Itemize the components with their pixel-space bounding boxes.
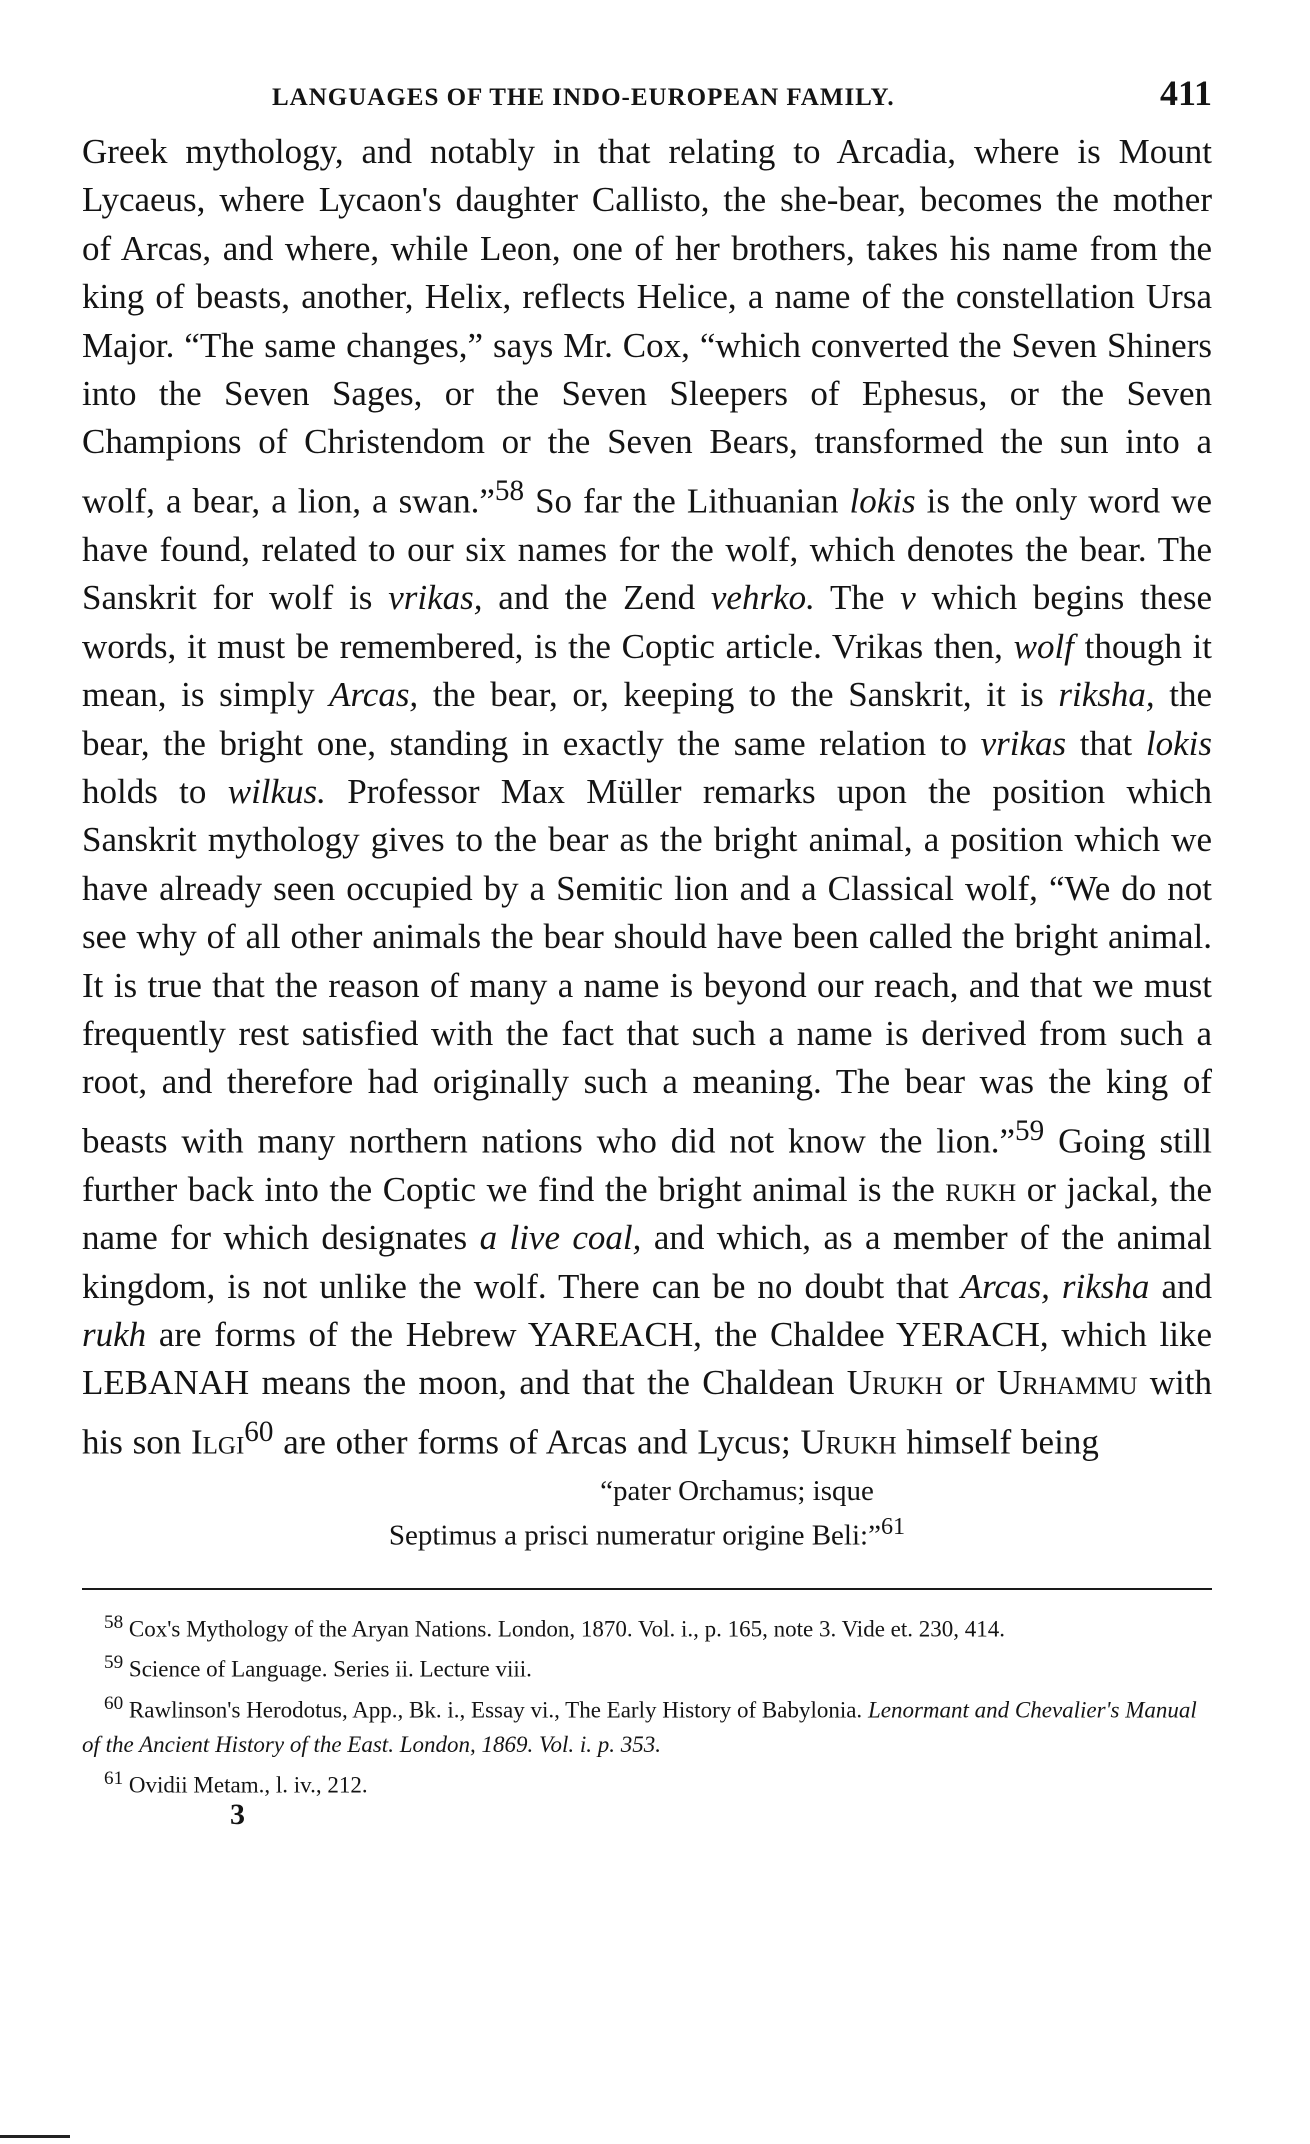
paragraph: Greek mythology, and notably in that relating to Arcadia, where is Mount Lycaeus, where Lycaon's daughter Callisto, the she-bear, becomes the mother of Arcas, and where, while Leon, one of her brothers, takes his name from the king of beasts, another, Helix, reflects Helice, a name of the constellation Ursa Major. “The same changes,” says Mr. Cox, “which converted the Seven Shiners into the Seven Sages, or the Seven Sleepers of Ephesus, or the Seven Champions of Christendom or the Seven Bears, transformed the sun into a wolf, a bear, a lion, a swan.”$^{58}$ So far the Lithuanian lokis is the only word we have found, related to our six names for the wolf, which denotes the bear. The Sanskrit for wolf is vrikas, and the Zend vehrko. The v which begins these words, it must be remembered, is the Coptic article. Vrikas then, wolf though it mean, is simply Arcas, the bear, or, keeping to the Sanskrit, it is riksha, the bear, the bright one, standing in exactly the same relation to vrikas that lokis holds to wilkus. Professor Max Müller remarks upon the position which Sanskrit mythology gives to the bear as the bright animal, a position which we have already seen occupied by a Semitic lion and a Classical wolf, “We do not see why of all other animals the bear should have been called the bright animal. It is true that the reason of many a name is beyond our reach, and that we must frequently rest satisfied with the fact that such a name is derived from such a root, and therefore had originally such a meaning. The bear was the king of beasts with many northern nations who did not know the lion.”$^{59}$ Going still further back into the Coptic we find the bright animal is the rukh or jackal, the name for which designates a live coal, and which, as a member of the animal kingdom, is not unlike the wolf. There can be no doubt that Arcas, riksha and rukh are forms of the Hebrew YAREACH, the Chaldee YERACH, which like LEBANAH means the moon, and that the Chaldean Urukh or Urhammu with his son Ilgi$^{60}$ are other forms of Arcas and Lycus; Urukh himself being [82,132,1212,1462]
signature-mark: 3 [230,1798,245,1832]
page-header [82,70,1212,128]
verse-quote [82,1473,1212,1554]
page-number: 411 [1159,73,1212,113]
running-head: LANGUAGES OF THE INDO-EUROPEAN FAMILY. [272,84,895,111]
scan-edge-line [0,2135,70,2138]
page [82,70,1212,1832]
verse-line-2: Septimus a prisci numeratur origine Beli:”$^{61}$ [388,1512,906,1552]
footnote-ref-61[interactable]: 61 [880,1512,906,1540]
footnotes [82,1606,1212,1833]
footnote-ref-60[interactable]: 60 [244,1415,274,1448]
footnote-58: $^{58}$ Cox's Mythology of the Aryan Nations. London, 1870. Vol. i., p. 165, note 3. Vide et. 230, 414. [104,1611,1006,1642]
footnote-59: $^{59}$ Science of Language. Series ii. Lecture viii. [104,1652,532,1682]
verse-line-1: “pater Orchamus; isque [600,1474,874,1507]
footnote-61: $^{61}$ Ovidii Metam., l. iv., 212. [104,1767,368,1798]
footnote-ref-59[interactable]: 59 [1015,1114,1045,1147]
footnote-60: $^{60}$ Rawlinson's Herodotus, App., Bk. i., Essay vi., The Early History of Babylonia. Lenormant and Chevalier's Manual of the Ancient History of the East. London, 1869. Vol. i. p. 353. [82,1692,1197,1757]
body-text [82,128,1212,1467]
footnote-ref-58[interactable]: 58 [494,474,525,507]
footnote-divider [82,1588,1212,1590]
